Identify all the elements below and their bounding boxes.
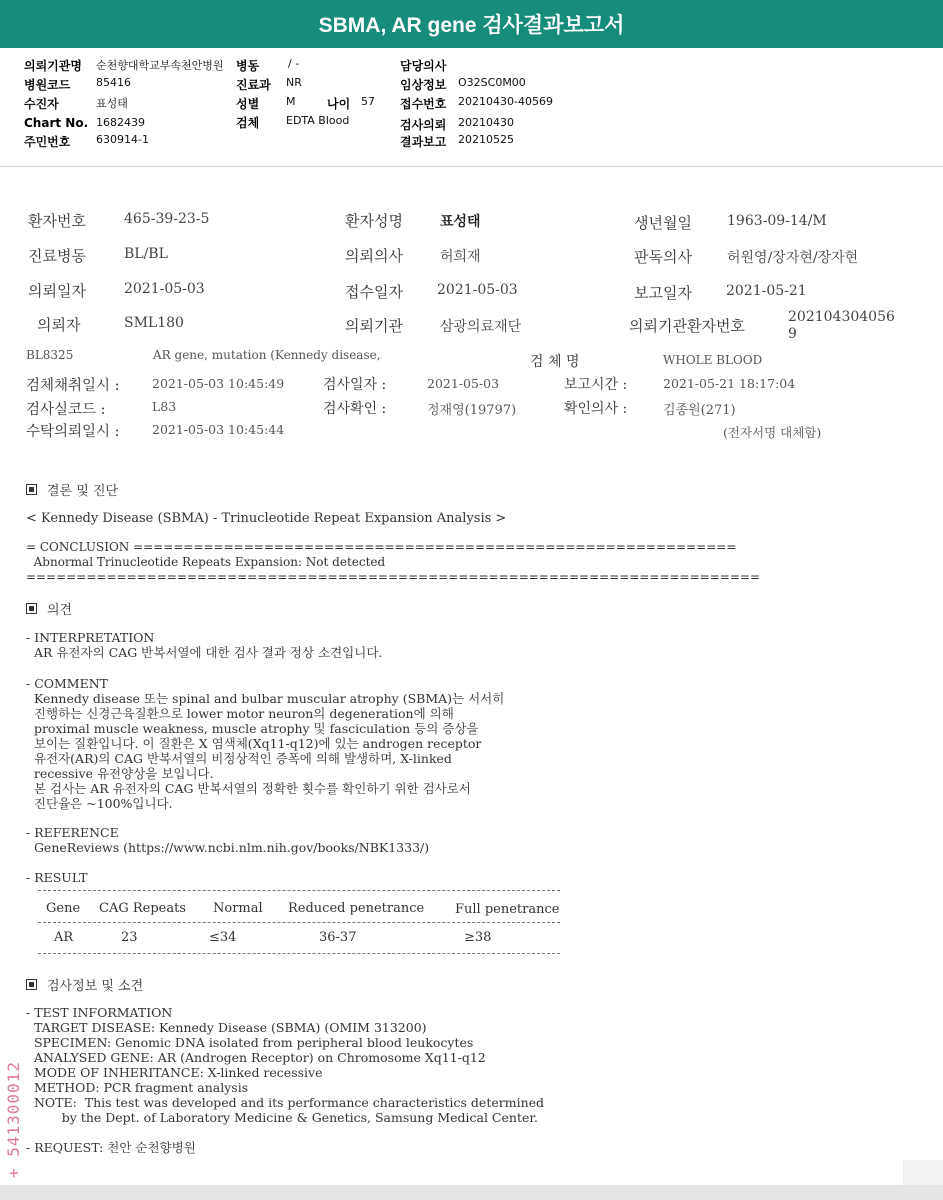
label-department: 진료과: [236, 78, 271, 92]
section-testinfo-title: 검사정보 및 소견: [47, 979, 144, 994]
value-request-date: 20210430: [458, 116, 514, 129]
section-opinion-header: [26, 599, 72, 618]
stamp-number: + 541300012: [4, 1061, 23, 1178]
value-hospital-code: 85416: [96, 76, 131, 89]
result-header-gene: Gene: [46, 901, 81, 916]
testinfo-line: ANALYSED GENE: AR (Androgen Receptor) on Chromosome Xq11-q12: [26, 1050, 486, 1065]
square-bullet-icon: [26, 979, 37, 990]
label-request-date: 검사의뢰: [400, 118, 447, 132]
label-report-date: 결과보고: [400, 135, 447, 149]
e-signature-note: (전자서명 대체함): [723, 425, 822, 440]
scan-bottom-edge: [0, 1185, 943, 1200]
conclusion-line: Abnormal Trinucleotide Repeats Expansion: Not detected: [26, 555, 386, 569]
testinfo-line: - TEST INFORMATION: [26, 1005, 173, 1020]
label-resident-no: 주민번호: [24, 135, 71, 149]
label-patient-number: 환자번호: [28, 212, 86, 230]
value-patient-name: 표성태: [440, 214, 481, 230]
testinfo-line: SPECIMEN: Genomic DNA isolated from peripheral blood leukocytes: [26, 1035, 474, 1050]
section-opinion-title: 의견: [47, 603, 73, 618]
label-order-date: 의뢰일자: [28, 282, 86, 300]
label-outsource-time: 수탁의뢰일시 :: [26, 424, 120, 440]
label-age: 나이: [327, 97, 351, 111]
value-specimen-name: WHOLE BLOOD: [663, 353, 763, 367]
label-patient-name: 환자성명: [345, 212, 403, 230]
test-code: BL8325: [26, 348, 74, 362]
section-testinfo-header: [26, 975, 143, 994]
interpretation-line: - INTERPRETATION: [26, 630, 155, 645]
value-institution: 순천향대학교부속천안병원: [96, 59, 224, 72]
result-header-cag: CAG Repeats: [99, 901, 186, 916]
label-ordering-doctor: 의뢰의사: [345, 247, 403, 265]
label-referring-institution: 의뢰기관: [345, 317, 403, 335]
value-outsource-time: 2021-05-03 10:45:44: [152, 422, 285, 437]
label-chart-no: Chart No.: [24, 116, 89, 130]
label-ward-code: 진료병동: [28, 247, 86, 265]
square-bullet-icon: [26, 484, 37, 495]
label-birthdate: 생년월일: [634, 214, 692, 232]
label-clinical-info: 임상정보: [400, 78, 447, 92]
label-sex: 성별: [236, 97, 260, 111]
conclusion-block: [26, 540, 760, 585]
testinfo-line: by the Dept. of Laboratory Medicine & Genetics, Samsung Medical Center.: [26, 1110, 538, 1125]
label-attending: 담당의사: [400, 59, 447, 73]
section-conclusion-title: 결론 및 진단: [47, 484, 119, 499]
value-department: NR: [286, 76, 302, 89]
label-patient: 수진자: [24, 97, 59, 111]
label-accession: 접수번호: [400, 97, 447, 111]
comment-line: 진단율은 ~100%입니다.: [26, 796, 173, 811]
conclusion-line: = CONCLUSION ============================================================: [26, 540, 737, 554]
testinfo-line: TARGET DISEASE: Kennedy Disease (SBMA) (OMIM 313200): [26, 1020, 427, 1035]
comment-line: 보이는 질환입니다. 이 질환은 X 염색체(Xq11-q12)에 있는 androgen receptor: [26, 736, 482, 751]
reference-block: [26, 825, 429, 855]
reference-line: - REFERENCE: [26, 825, 119, 840]
value-collection-time: 2021-05-03 10:45:49: [152, 376, 285, 391]
label-ward: 병동: [236, 59, 260, 73]
comment-line: recessive 유전양상을 보입니다.: [26, 766, 214, 781]
value-accession: 20210430-40569: [458, 95, 553, 108]
value-clinical-info: O32SC0M00: [458, 76, 526, 89]
value-confirm-doctor: 김종원(271): [663, 403, 736, 418]
result-label: - RESULT: [26, 870, 88, 885]
result-table-rule-bottom: [38, 953, 560, 954]
label-report-time: 보고시간 :: [564, 377, 628, 393]
result-gene: AR: [54, 930, 74, 945]
barcode-stamp: [3, 1040, 25, 1180]
value-specimen: EDTA Blood: [286, 114, 350, 127]
testinfo-block: [26, 1005, 544, 1125]
label-report-day: 보고일자: [634, 284, 692, 302]
value-chart-no: 1682439: [96, 116, 145, 129]
value-ward: / -: [288, 57, 300, 70]
test-name: AR gene, mutation (Kennedy disease,: [153, 348, 381, 362]
value-lab-code: L83: [152, 399, 177, 414]
value-birthdate: 1963-09-14/M: [727, 213, 827, 229]
section-conclusion-header: [26, 480, 118, 499]
label-specimen: 검체: [236, 116, 260, 130]
value-report-date: 20210525: [458, 133, 514, 146]
scan-edge: [903, 1160, 943, 1185]
value-test-date: 2021-05-03: [427, 376, 500, 391]
interpretation-line: AR 유전자의 CAG 반복서열에 대한 검사 결과 정상 소견입니다.: [26, 645, 383, 660]
report-header: [0, 50, 943, 167]
conclusion-line: =========================================================================: [26, 570, 760, 584]
square-bullet-icon: [26, 603, 37, 614]
value-patient: 표성태: [96, 97, 128, 110]
value-institution-patient-no: 202104304056: [788, 309, 895, 325]
interpretation-block: [26, 630, 382, 660]
value-report-time: 2021-05-21 18:17:04: [663, 376, 796, 391]
value-reading-doctor: 허원영/장자현/장자현: [727, 250, 859, 266]
report-title: SBMA, AR gene 검사결과보고서: [0, 0, 943, 48]
testinfo-line: NOTE: This test was developed and its performance characteristics determined: [26, 1095, 545, 1110]
value-age: 57: [361, 95, 375, 108]
comment-line: 본 검사는 AR 유전자의 CAG 반복서열의 정확한 횟수를 확인하기 위한 검사로서: [26, 781, 471, 796]
value-order-date: 2021-05-03: [124, 281, 205, 297]
comment-line: Kennedy disease 또는 spinal and bulbar muscular atrophy (SBMA)는 서서히: [26, 691, 505, 706]
result-header-reduced: Reduced penetrance: [288, 901, 425, 916]
label-reading-doctor: 판독의사: [634, 248, 692, 266]
result-header-full: Full penetrance: [455, 902, 560, 917]
label-receipt-date: 접수일자: [345, 283, 403, 301]
label-requester: 의뢰자: [37, 316, 81, 334]
request-line: - REQUEST: 천안 순천향병원: [26, 1140, 196, 1155]
value-sex: M: [286, 95, 296, 108]
comment-line: 유전자(AR)의 CAG 반복서열의 비정상적인 증폭에 의해 발생하며, X-linked: [26, 751, 452, 766]
result-table-rule-mid: [38, 922, 560, 923]
value-ordering-doctor: 허희재: [440, 249, 481, 265]
label-test-date: 검사일자 :: [323, 377, 387, 393]
value-receipt-date: 2021-05-03: [437, 282, 518, 298]
value-requester: SML180: [124, 315, 184, 331]
label-specimen-name: 검 체 명: [530, 354, 580, 370]
value-referring-institution: 삼광의료재단: [440, 319, 522, 335]
label-test-confirm: 검사확인 :: [323, 401, 387, 417]
comment-line: 진행하는 신경근육질환으로 lower motor neuron의 degeneration에 의해: [26, 706, 454, 721]
conclusion-analysis-title: < Kennedy Disease (SBMA) - Trinucleotide Repeat Expansion Analysis >: [26, 511, 507, 526]
value-ward-code: BL/BL: [124, 246, 168, 262]
testinfo-line: MODE OF INHERITANCE: X-linked recessive: [26, 1065, 323, 1080]
result-table-rule-top: [38, 890, 560, 891]
comment-block: [26, 676, 504, 811]
label-lab-code: 검사실코드 :: [26, 402, 106, 418]
label-institution: 의뢰기관명: [24, 59, 82, 73]
comment-line: - COMMENT: [26, 676, 109, 691]
result-full-range: ≥38: [464, 930, 492, 945]
value-institution-patient-no-cont: 9: [788, 326, 797, 342]
value-report-day: 2021-05-21: [726, 283, 807, 299]
label-confirm-doctor: 확인의사 :: [564, 401, 628, 417]
result-cag-repeats: 23: [121, 930, 138, 945]
label-hospital-code: 병원코드: [24, 78, 71, 92]
value-test-confirm: 정재영(19797): [427, 403, 517, 418]
result-header-normal: Normal: [213, 901, 263, 916]
reference-line: GeneReviews (https://www.ncbi.nlm.nih.gov/books/NBK1333/): [26, 840, 430, 855]
testinfo-line: METHOD: PCR fragment analysis: [26, 1080, 249, 1095]
value-resident-no: 630914-1: [96, 133, 149, 146]
label-institution-patient-no: 의뢰기관환자번호: [629, 317, 745, 335]
label-collection-time: 검체채취일시 :: [26, 378, 120, 394]
value-patient-number: 465-39-23-5: [124, 211, 210, 227]
comment-line: proximal muscle weakness, muscle atrophy 및 fasciculation 등의 증상을: [26, 721, 479, 736]
result-normal-range: ≤34: [209, 930, 237, 945]
result-reduced-range: 36-37: [319, 930, 357, 945]
